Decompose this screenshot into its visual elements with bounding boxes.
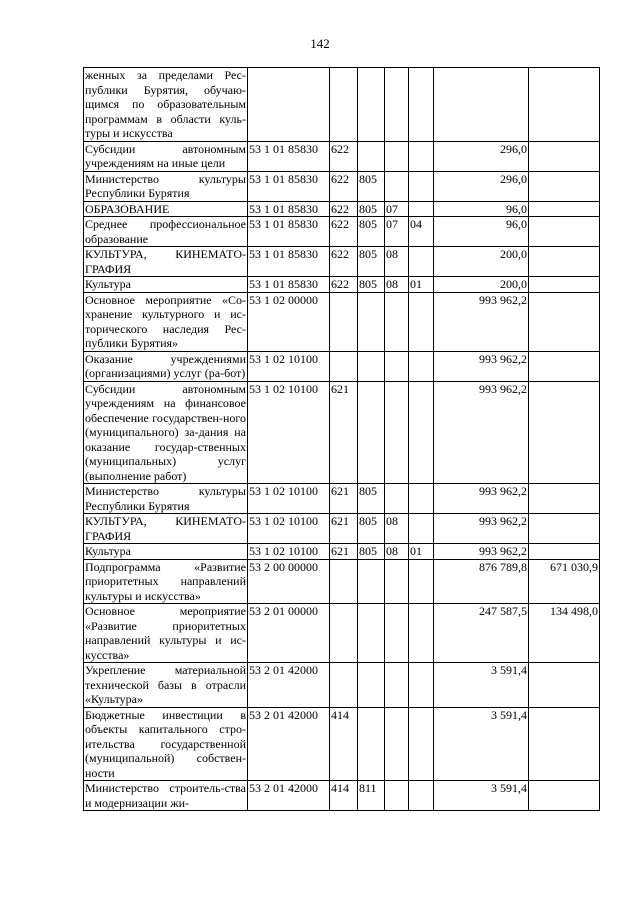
row-ministry-code-cell: 805	[358, 201, 385, 217]
row-section-cell	[385, 141, 409, 171]
row-expense-type-cell: 621	[330, 544, 358, 560]
row-expense-type-cell: 414	[330, 707, 358, 781]
row-sum-second-cell	[529, 351, 600, 381]
row-subsection-cell	[409, 559, 434, 604]
row-sum-second-cell	[529, 663, 600, 708]
budget-table	[83, 67, 600, 811]
row-expense-type-cell: 622	[330, 277, 358, 293]
row-target-article-cell: 53 1 02 10100	[248, 484, 330, 514]
row-subsection-cell	[409, 381, 434, 484]
row-expense-type-cell: 622	[330, 217, 358, 247]
row-subsection-cell	[409, 247, 434, 277]
row-name-cell: КУЛЬТУРА, КИНЕМАТО-ГРАФИЯ	[85, 514, 246, 543]
table-row	[84, 707, 600, 781]
row-subsection-cell	[409, 351, 434, 381]
row-sum-second-cell: 134 498,0	[529, 604, 600, 663]
row-sum-second-cell	[529, 292, 600, 351]
table-row	[84, 351, 600, 381]
row-target-article-cell: 53 2 01 42000	[248, 663, 330, 708]
row-name-cell: Бюджетные инвестиции в объекты капитального стро-ительства государственной (муниципальной) собствен-ности	[85, 707, 246, 780]
row-sum-second-cell	[529, 381, 600, 484]
row-sum-first-cell: 296,0	[434, 171, 529, 201]
row-subsection-cell	[409, 292, 434, 351]
row-target-article-cell: 53 1 01 85830	[248, 247, 330, 277]
row-sum-first-cell: 3 591,4	[434, 781, 529, 811]
row-subsection-cell	[409, 484, 434, 514]
row-section-cell: 07	[385, 217, 409, 247]
row-section-cell	[385, 663, 409, 708]
row-sum-first-cell: 993 962,2	[434, 484, 529, 514]
row-sum-first-cell: 96,0	[434, 217, 529, 247]
row-sum-second-cell	[529, 544, 600, 560]
row-target-article-cell: 53 2 01 00000	[248, 604, 330, 663]
row-subsection-cell: 01	[409, 277, 434, 293]
row-sum-first-cell: 3 591,4	[434, 707, 529, 781]
row-section-cell	[385, 292, 409, 351]
row-ministry-code-cell	[358, 604, 385, 663]
table-row	[84, 201, 600, 217]
row-subsection-cell	[409, 707, 434, 781]
row-target-article-cell: 53 1 01 85830	[248, 201, 330, 217]
row-sum-first-cell: 993 962,2	[434, 351, 529, 381]
row-expense-type-cell: 414	[330, 781, 358, 811]
row-section-cell	[385, 171, 409, 201]
row-target-article-cell: 53 1 02 00000	[248, 292, 330, 351]
row-sum-second-cell	[529, 484, 600, 514]
row-target-article-cell: 53 2 01 42000	[248, 707, 330, 781]
row-subsection-cell	[409, 514, 434, 544]
row-name-cell: КУЛЬТУРА, КИНЕМАТО-ГРАФИЯ	[85, 247, 246, 276]
row-ministry-code-cell	[358, 663, 385, 708]
row-target-article-cell	[248, 68, 330, 142]
table-body	[84, 68, 600, 811]
row-expense-type-cell: 621	[330, 381, 358, 484]
row-section-cell	[385, 604, 409, 663]
row-name-cell: Оказание учреждениями (организациями) услуг (ра-бот)	[85, 351, 246, 380]
row-subsection-cell	[409, 604, 434, 663]
row-subsection-cell	[409, 663, 434, 708]
table-row	[84, 559, 600, 604]
row-section-cell	[385, 781, 409, 811]
row-expense-type-cell	[330, 351, 358, 381]
row-subsection-cell	[409, 68, 434, 142]
row-ministry-code-cell	[358, 707, 385, 781]
table-row	[84, 277, 600, 293]
row-name-cell: Культура	[84, 277, 248, 293]
table-row	[84, 514, 600, 544]
row-sum-second-cell	[529, 217, 600, 247]
row-section-cell	[385, 559, 409, 604]
row-target-article-cell: 53 1 01 85830	[248, 217, 330, 247]
row-expense-type-cell: 622	[330, 141, 358, 171]
row-name-cell: Субсидии автономным учреждениям на иные цели	[85, 141, 246, 170]
row-ministry-code-cell	[358, 381, 385, 484]
table-row	[84, 292, 600, 351]
row-sum-first-cell: 993 962,2	[434, 381, 529, 484]
row-name-cell: женных за пределами Рес-публики Бурятия, обучаю-щимся по образовательным программам в области куль-туры и искусства	[85, 68, 246, 140]
row-sum-second-cell	[529, 141, 600, 171]
row-sum-first-cell	[434, 68, 529, 142]
row-name-cell: Культура	[84, 544, 248, 560]
row-target-article-cell: 53 1 01 85830	[248, 171, 330, 201]
row-ministry-code-cell	[358, 559, 385, 604]
row-subsection-cell	[409, 201, 434, 217]
row-expense-type-cell: 621	[330, 514, 358, 544]
row-expense-type-cell	[330, 68, 358, 142]
page-number: 142	[310, 36, 330, 51]
row-name-cell: Министерство строитель-ства и модернизации жи-	[85, 781, 246, 810]
row-expense-type-cell: 622	[330, 201, 358, 217]
row-ministry-code-cell	[358, 351, 385, 381]
table-row	[84, 171, 600, 201]
row-ministry-code-cell: 805	[358, 171, 385, 201]
row-sum-first-cell: 993 962,2	[434, 514, 529, 544]
row-sum-first-cell: 993 962,2	[434, 544, 529, 560]
row-target-article-cell: 53 1 02 10100	[248, 351, 330, 381]
row-sum-first-cell: 3 591,4	[434, 663, 529, 708]
row-ministry-code-cell: 805	[358, 544, 385, 560]
table-row	[84, 217, 600, 247]
table-row	[84, 544, 600, 560]
row-target-article-cell: 53 2 01 42000	[248, 781, 330, 811]
row-sum-second-cell	[529, 781, 600, 811]
row-section-cell	[385, 707, 409, 781]
row-ministry-code-cell: 805	[358, 277, 385, 293]
row-ministry-code-cell: 811	[358, 781, 385, 811]
row-section-cell: 08	[385, 514, 409, 544]
row-sum-first-cell: 96,0	[434, 201, 529, 217]
row-expense-type-cell	[330, 604, 358, 663]
row-ministry-code-cell: 805	[358, 514, 385, 544]
row-target-article-cell: 53 1 01 85830	[248, 141, 330, 171]
row-target-article-cell: 53 2 00 00000	[248, 559, 330, 604]
row-section-cell: 07	[385, 201, 409, 217]
row-expense-type-cell: 622	[330, 171, 358, 201]
row-name-cell: Подпрограмма «Развитие приоритетных направлений культуры и искусства»	[85, 559, 246, 603]
row-ministry-code-cell	[358, 292, 385, 351]
row-section-cell	[385, 381, 409, 484]
row-section-cell: 08	[385, 544, 409, 560]
row-subsection-cell: 04	[409, 217, 434, 247]
table-row	[84, 68, 600, 142]
row-name-cell: Основное мероприятие «Со-хранение культурного и ис-торического наследия Рес-публики Бурятия»	[85, 292, 246, 350]
row-sum-second-cell: 671 030,9	[529, 559, 600, 604]
row-target-article-cell: 53 1 02 10100	[248, 514, 330, 544]
row-expense-type-cell	[330, 559, 358, 604]
row-subsection-cell	[409, 141, 434, 171]
row-ministry-code-cell	[358, 68, 385, 142]
row-section-cell	[385, 484, 409, 514]
row-ministry-code-cell: 805	[358, 217, 385, 247]
row-sum-second-cell	[529, 247, 600, 277]
table-row	[84, 381, 600, 484]
row-section-cell	[385, 68, 409, 142]
row-expense-type-cell: 622	[330, 247, 358, 277]
row-sum-first-cell: 993 962,2	[434, 292, 529, 351]
row-target-article-cell: 53 1 02 10100	[248, 544, 330, 560]
table-row	[84, 663, 600, 708]
row-sum-second-cell	[529, 707, 600, 781]
row-sum-first-cell: 247 587,5	[434, 604, 529, 663]
row-section-cell: 08	[385, 277, 409, 293]
row-name-cell: Субсидии автономным учреждениям на финансовое обеспечение государствен-ного (муниципального) за-дания на оказание государ-ственных (муниципальных) услуг (выполнение работ)	[85, 381, 246, 483]
row-sum-second-cell	[529, 277, 600, 293]
row-expense-type-cell	[330, 292, 358, 351]
row-expense-type-cell: 621	[330, 484, 358, 514]
row-target-article-cell: 53 1 01 85830	[248, 277, 330, 293]
row-expense-type-cell	[330, 663, 358, 708]
row-name-cell: ОБРАЗОВАНИЕ	[84, 201, 248, 217]
row-sum-second-cell	[529, 171, 600, 201]
table-row	[84, 247, 600, 277]
table-row	[84, 484, 600, 514]
row-sum-second-cell	[529, 514, 600, 544]
row-subsection-cell	[409, 171, 434, 201]
table-row	[84, 781, 600, 811]
row-subsection-cell	[409, 781, 434, 811]
row-ministry-code-cell	[358, 141, 385, 171]
row-target-article-cell: 53 1 02 10100	[248, 381, 330, 484]
row-name-cell: Министерство культуры Республики Бурятия	[85, 484, 246, 513]
row-sum-first-cell: 296,0	[434, 141, 529, 171]
row-ministry-code-cell: 805	[358, 247, 385, 277]
row-name-cell: Основное мероприятие «Развитие приоритетных направлений культуры и ис-кусства»	[85, 604, 246, 662]
row-sum-second-cell	[529, 68, 600, 142]
row-name-cell: Среднее профессиональное образование	[85, 217, 246, 246]
row-subsection-cell: 01	[409, 544, 434, 560]
table-row	[84, 604, 600, 663]
row-sum-first-cell: 876 789,8	[434, 559, 529, 604]
row-ministry-code-cell: 805	[358, 484, 385, 514]
row-name-cell: Министерство культуры Республики Бурятия	[85, 171, 246, 200]
row-sum-first-cell: 200,0	[434, 247, 529, 277]
row-section-cell: 08	[385, 247, 409, 277]
row-sum-first-cell: 200,0	[434, 277, 529, 293]
table-row	[84, 141, 600, 171]
row-name-cell: Укрепление материальной технической базы в отрасли «Культура»	[85, 663, 246, 706]
row-sum-second-cell	[529, 201, 600, 217]
row-section-cell	[385, 351, 409, 381]
